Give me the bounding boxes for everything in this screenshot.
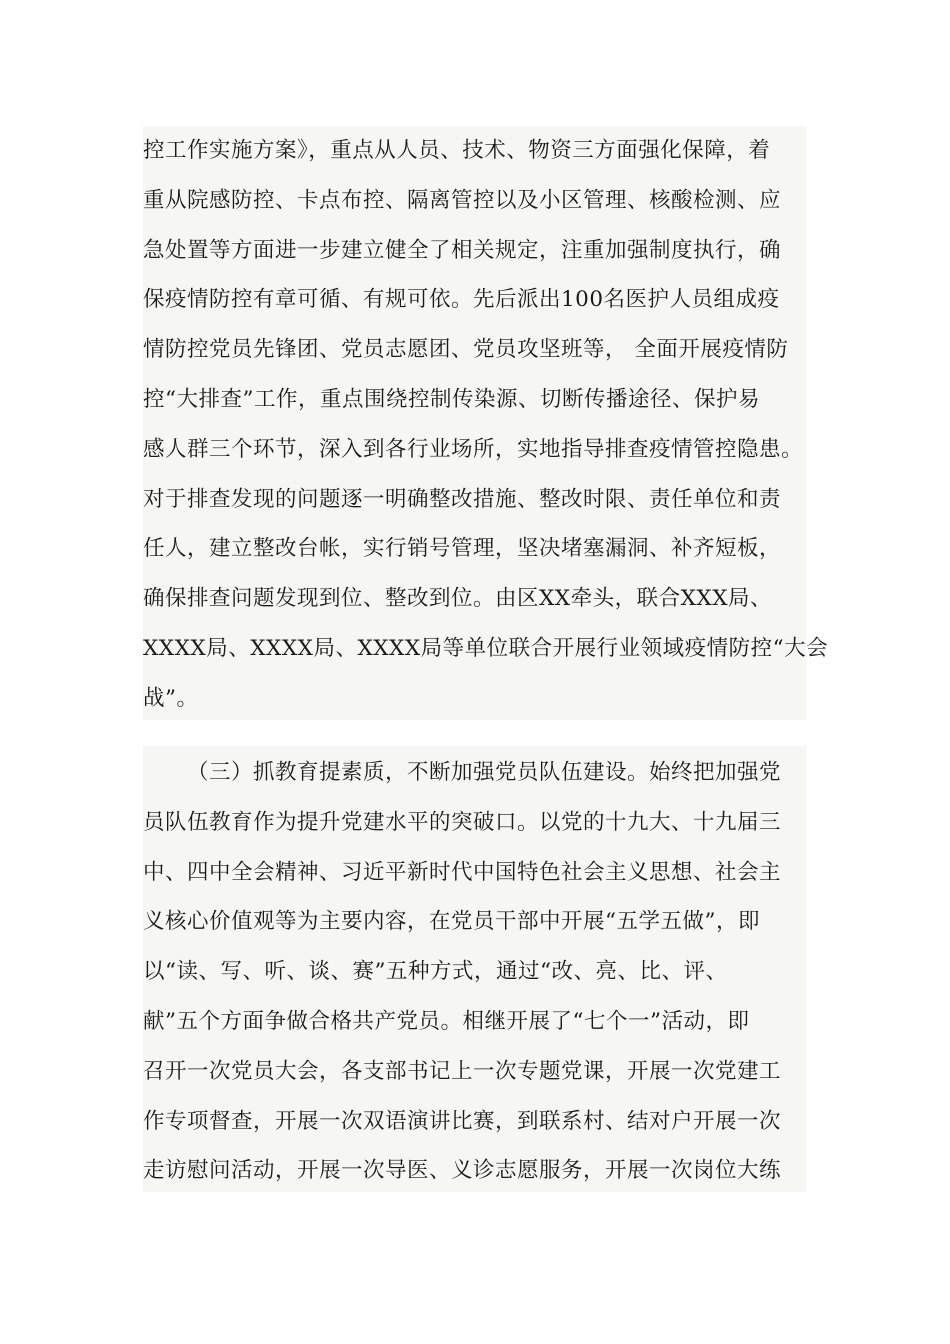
text-line: 战”。 xyxy=(143,685,199,711)
text-line: 保疫情防控有章可循、有规可依。先后派出100名医护人员组成疫 xyxy=(143,287,780,313)
text-line: 重从院感防控、卡点布控、隔离管控以及小区管理、核酸检测、应 xyxy=(143,187,782,213)
text-line: 情防控党员先锋团、党员志愿团、党员攻坚班等， 全面开展疫情防 xyxy=(143,337,789,363)
text-line: 义核心价值观等为主要内容，在党员干部中开展“五学五做”，即 xyxy=(143,909,760,935)
text-line: 控工作实施方案》，重点从人员、技术、物资三方面强化保障，着 xyxy=(143,138,771,163)
text-line: 以“读、写、听、谈、赛”五种方式，通过“改、亮、比、评、 xyxy=(143,959,728,985)
text-line: 感人群三个环节，深入到各行业场所，实地指导排查疫情管控隐患。 xyxy=(143,436,804,462)
text-line: 对于排查发现的问题逐一明确整改措施、整改时限、责任单位和责 xyxy=(143,486,782,512)
text-line: 献”五个方面争做合格共产党员。相继开展了“七个一”活动，即 xyxy=(143,1009,750,1034)
text-line: （三）抓教育提素质，不断加强党员队伍建设。始终把加强党 xyxy=(187,760,782,785)
text-line: 作专项督查，开展一次双语演讲比赛，到联系村、结对户开展一次 xyxy=(143,1108,782,1134)
text-line: 急处置等方面进一步建立健全了相关规定，注重加强制度执行，确 xyxy=(143,237,782,263)
text-line: 召开一次党员大会，各支部书记上一次专题党课，开展一次党建工 xyxy=(143,1058,782,1084)
text-line: 控“大排查”工作，重点围绕控制传染源、切断传播途径、保护易 xyxy=(143,387,760,412)
text-line: 走访慰问活动，开展一次导医、义诊志愿服务，开展一次岗位大练 xyxy=(143,1158,782,1184)
text-line: 确保排查问题发现到位、整改到位。由区XX牵头，联合XXX局、 xyxy=(143,586,773,612)
text-line: 中、四中全会精神、习近平新时代中国特色社会主义思想、社会主 xyxy=(143,859,782,885)
paragraph-2 xyxy=(143,746,806,1192)
text-line: 任人，建立整改台帐，实行销号管理，坚决堵塞漏洞、补齐短板， xyxy=(143,536,782,562)
text-line: 员队伍教育作为提升党建水平的突破口。以党的十九大、十九届三 xyxy=(143,809,782,835)
paragraph-1 xyxy=(143,126,829,720)
text-line: XXXX局、XXXX局、XXXX局等单位联合开展行业领域疫情防控“大会 xyxy=(143,636,829,661)
